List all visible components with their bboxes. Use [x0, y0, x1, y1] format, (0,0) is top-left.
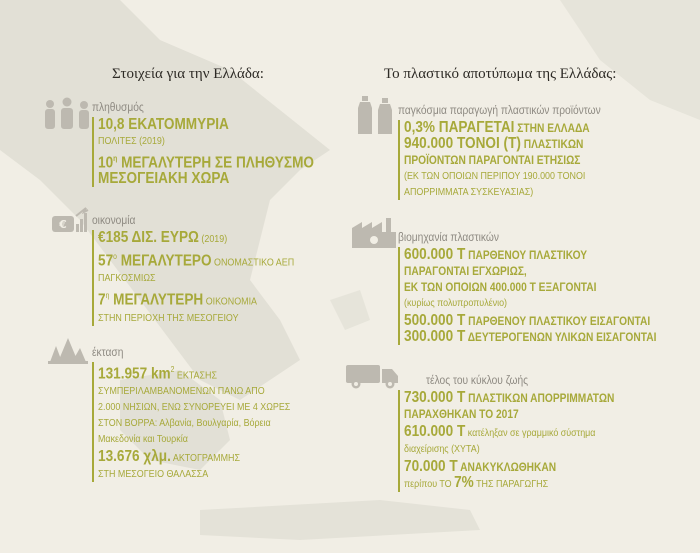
economy-rank2-small: ΟΙΚΟΝΟΜΙΑ	[203, 295, 258, 308]
area-coast-text: ΑΚΤΟΓΡΑΜΜΗΣ	[170, 452, 241, 465]
population-label: πληθυσμός	[92, 100, 144, 114]
area-stats	[92, 362, 324, 482]
production-pct-big: 0,3% ΠΑΡΑΓΕΤΑΙ	[404, 119, 515, 136]
area-line2: ΣΥΜΠΕΡΙΛΑΜΒΑΝΟΜΕΝΩΝ ΠΑΝΩ ΑΠΟ	[98, 385, 265, 398]
endoflife-waste-big: 730.000 Τ	[404, 389, 466, 406]
endoflife-landfill-big: 610.000 Τ	[404, 423, 466, 440]
endoflife-landfill-small: κατέληξαν σε γραμμικό σύστημα	[465, 427, 596, 439]
industry-secondary-big: 300.000 Τ	[404, 328, 466, 345]
production-tons-small: ΠΛΑΣΤΙΚΩΝ	[520, 137, 584, 151]
economy-label: οικονομία	[92, 213, 136, 227]
industry-line3: ΕΚ ΤΩΝ ΟΠΟΙΩΝ 400.000 Τ ΕΞΑΓΟΝΤΑΙ	[404, 280, 597, 294]
svg-text:€: €	[59, 218, 67, 231]
industry-virgin-small: ΠΑΡΘΕΝΟΥ ΠΛΑΣΤΙΚΟΥ	[465, 248, 588, 262]
endoflife-section	[398, 374, 652, 492]
area-line4: ΣΤΟΝ ΒΟΡΡΑ: Αλβανία, Βουλγαρία, Βόρεια	[98, 417, 271, 430]
endoflife-line6-a: περίπου ΤΟ	[404, 478, 455, 490]
industry-secondary	[404, 329, 656, 345]
population-rank-line2: ΜΕΣΟΓΕΙΑΚΗ ΧΩΡΑ	[98, 170, 230, 188]
economy-rank2-num: 7	[98, 291, 106, 309]
endoflife-landfill	[404, 424, 614, 441]
money-growth-icon	[50, 206, 90, 234]
industry-virgin	[404, 247, 656, 263]
area-label: έκταση	[92, 345, 124, 359]
population-value: 10,8 ΕΚΑΤΟΜΜΥΡΙΑ	[98, 116, 229, 133]
production-pct	[404, 120, 602, 136]
area-coast	[98, 449, 290, 466]
production-stats	[398, 120, 636, 200]
economy-rank1	[98, 249, 294, 270]
economy-rank1-big: ΜΕΓΑΛΥΤΕΡΟ	[116, 252, 212, 270]
left-heading: Στοιχεία για την Ελλάδα:	[112, 66, 264, 82]
endoflife-line4: διαχείρισης (ΧΥΤΑ)	[404, 443, 480, 455]
economy-gdp	[98, 230, 294, 247]
production-pct-small: ΣΤΗΝ ΕΛΛΑΔΑ	[514, 121, 590, 135]
area-value	[98, 362, 290, 383]
production-line5: ΑΠΟΡΡΙΜΜΑΤΑ ΣΥΣΚΕΥΑΣΙΑΣ)	[404, 186, 534, 198]
endoflife-line6-big: 7%	[454, 474, 474, 491]
endoflife-line6-b: ΤΗΣ ΠΑΡΑΓΩΓΗΣ	[473, 478, 549, 490]
population-rank-sup: η	[113, 154, 118, 163]
production-line3: ΠΡΟΪΟΝΤΩΝ ΠΑΡΑΓΟΝΤΑΙ ΕΤΗΣΙΩΣ	[404, 153, 581, 167]
area-value-text: ΕΚΤΑΣΗΣ	[174, 369, 217, 382]
production-tons-big: 940.000 ΤΟΝΟΙ (Τ)	[404, 135, 521, 152]
production-tons	[404, 136, 602, 152]
area-value-num: 131.957 km	[98, 365, 171, 383]
economy-rank1-num: 57	[98, 252, 114, 270]
industry-line2: ΠΑΡΑΓΟΝΤΑΙ ΕΓΧΩΡΙΩΣ,	[404, 264, 527, 278]
endoflife-waste	[404, 390, 614, 406]
endoflife-recycled	[404, 459, 614, 475]
population-stats	[92, 117, 352, 187]
population-section	[92, 101, 352, 187]
industry-secondary-small: ΔΕΥΤΕΡΟΓΕΝΩΝ ΥΛΙΚΩΝ ΕΙΣΑΓΟΝΤΑΙ	[465, 330, 657, 344]
industry-virgin-big: 600.000 Τ	[404, 246, 466, 263]
economy-rank2-line2: ΣΤΗΝ ΠΕΡΙΟΧΗ ΤΗΣ ΜΕΣΟΓΕΙΟΥ	[98, 311, 239, 324]
people-icon	[42, 97, 92, 129]
industry-label: βιομηχανία πλαστικών	[398, 230, 499, 244]
economy-rank2	[98, 288, 294, 309]
industry-section	[398, 231, 700, 345]
economy-rank1-small: ΟΝΟΜΑΣΤΙΚΟ ΑΕΠ	[211, 256, 295, 269]
endoflife-label: τέλος του κύκλου ζωής	[426, 373, 529, 387]
industry-import-big: 500.000 Τ	[404, 312, 466, 329]
landscape-icon	[48, 334, 88, 364]
garbage-truck-icon	[346, 361, 400, 389]
production-section	[398, 104, 636, 200]
economy-rank2-sup: η	[105, 291, 110, 301]
area-value-sup: 2	[170, 365, 175, 374]
economy-gdp-value: €185 ΔΙΣ. ΕΥΡΩ	[98, 229, 199, 246]
economy-stats	[92, 230, 329, 326]
population-note: ΠΟΛΙΤΕΣ (2019)	[98, 135, 165, 147]
area-section	[92, 346, 324, 482]
population-rank-text: ΜΕΓΑΛΥΤΕΡΗ ΣΕ ΠΛΗΘΥΣΜΟ	[117, 154, 315, 172]
economy-rank2-big: ΜΕΓΑΛΥΤΕΡΗ	[109, 291, 204, 309]
population-rank-num: 10	[98, 154, 114, 172]
endoflife-line2: ΠΑΡΑΧΘΗΚΑΝ ΤΟ 2017	[404, 407, 519, 421]
endoflife-line6	[404, 475, 614, 492]
industry-import-small: ΠΑΡΘΕΝΟΥ ΠΛΑΣΤΙΚΟΥ ΕΙΣΑΓΟΝΤΑΙ	[465, 314, 651, 328]
area-line5: Μακεδονία και Τουρκία	[98, 433, 188, 446]
bottles-icon	[356, 96, 396, 134]
area-coast-value: 13.676 χλμ.	[98, 448, 171, 466]
right-heading: Το πλαστικό αποτύπωμα της Ελλάδας:	[384, 66, 617, 82]
population-rank	[98, 151, 314, 171]
area-coast-line2: ΣΤΗ ΜΕΣΟΓΕΙΟ ΘΑΛΑΣΣΑ	[98, 468, 209, 481]
factory-icon	[352, 218, 396, 248]
endoflife-stats	[398, 390, 652, 492]
industry-line4: (κυρίως πολυπροπυλένιο)	[404, 297, 508, 309]
economy-rank1-line2: ΠΑΓΚΟΣΜΙΩΣ	[98, 272, 156, 285]
production-label: παγκόσμια παραγωγή πλαστικών προϊόντων	[398, 103, 601, 117]
endoflife-recycled-big: 70.000 Τ	[404, 458, 458, 475]
production-line4: (ΕΚ ΤΩΝ ΟΠΟΙΩΝ ΠΕΡΙΠΟΥ 190.000 ΤΟΝΟΙ	[404, 170, 586, 182]
industry-import	[404, 313, 656, 329]
economy-rank1-sup: ο	[113, 252, 117, 261]
economy-gdp-year: (2019)	[198, 233, 228, 245]
area-line3: 2.000 ΝΗΣΙΩΝ, ΕΝΩ ΣΥΝΟΡΕΥΕΙ ΜΕ 4 ΧΩΡΕΣ	[98, 401, 291, 414]
endoflife-waste-small: ΠΛΑΣΤΙΚΩΝ ΑΠΟΡΡΙΜΜΑΤΩΝ	[465, 391, 615, 405]
industry-stats	[398, 247, 700, 345]
endoflife-recycled-small: ΑΝΑΚΥΚΛΩΘΗΚΑΝ	[457, 460, 557, 474]
economy-section	[92, 214, 329, 326]
